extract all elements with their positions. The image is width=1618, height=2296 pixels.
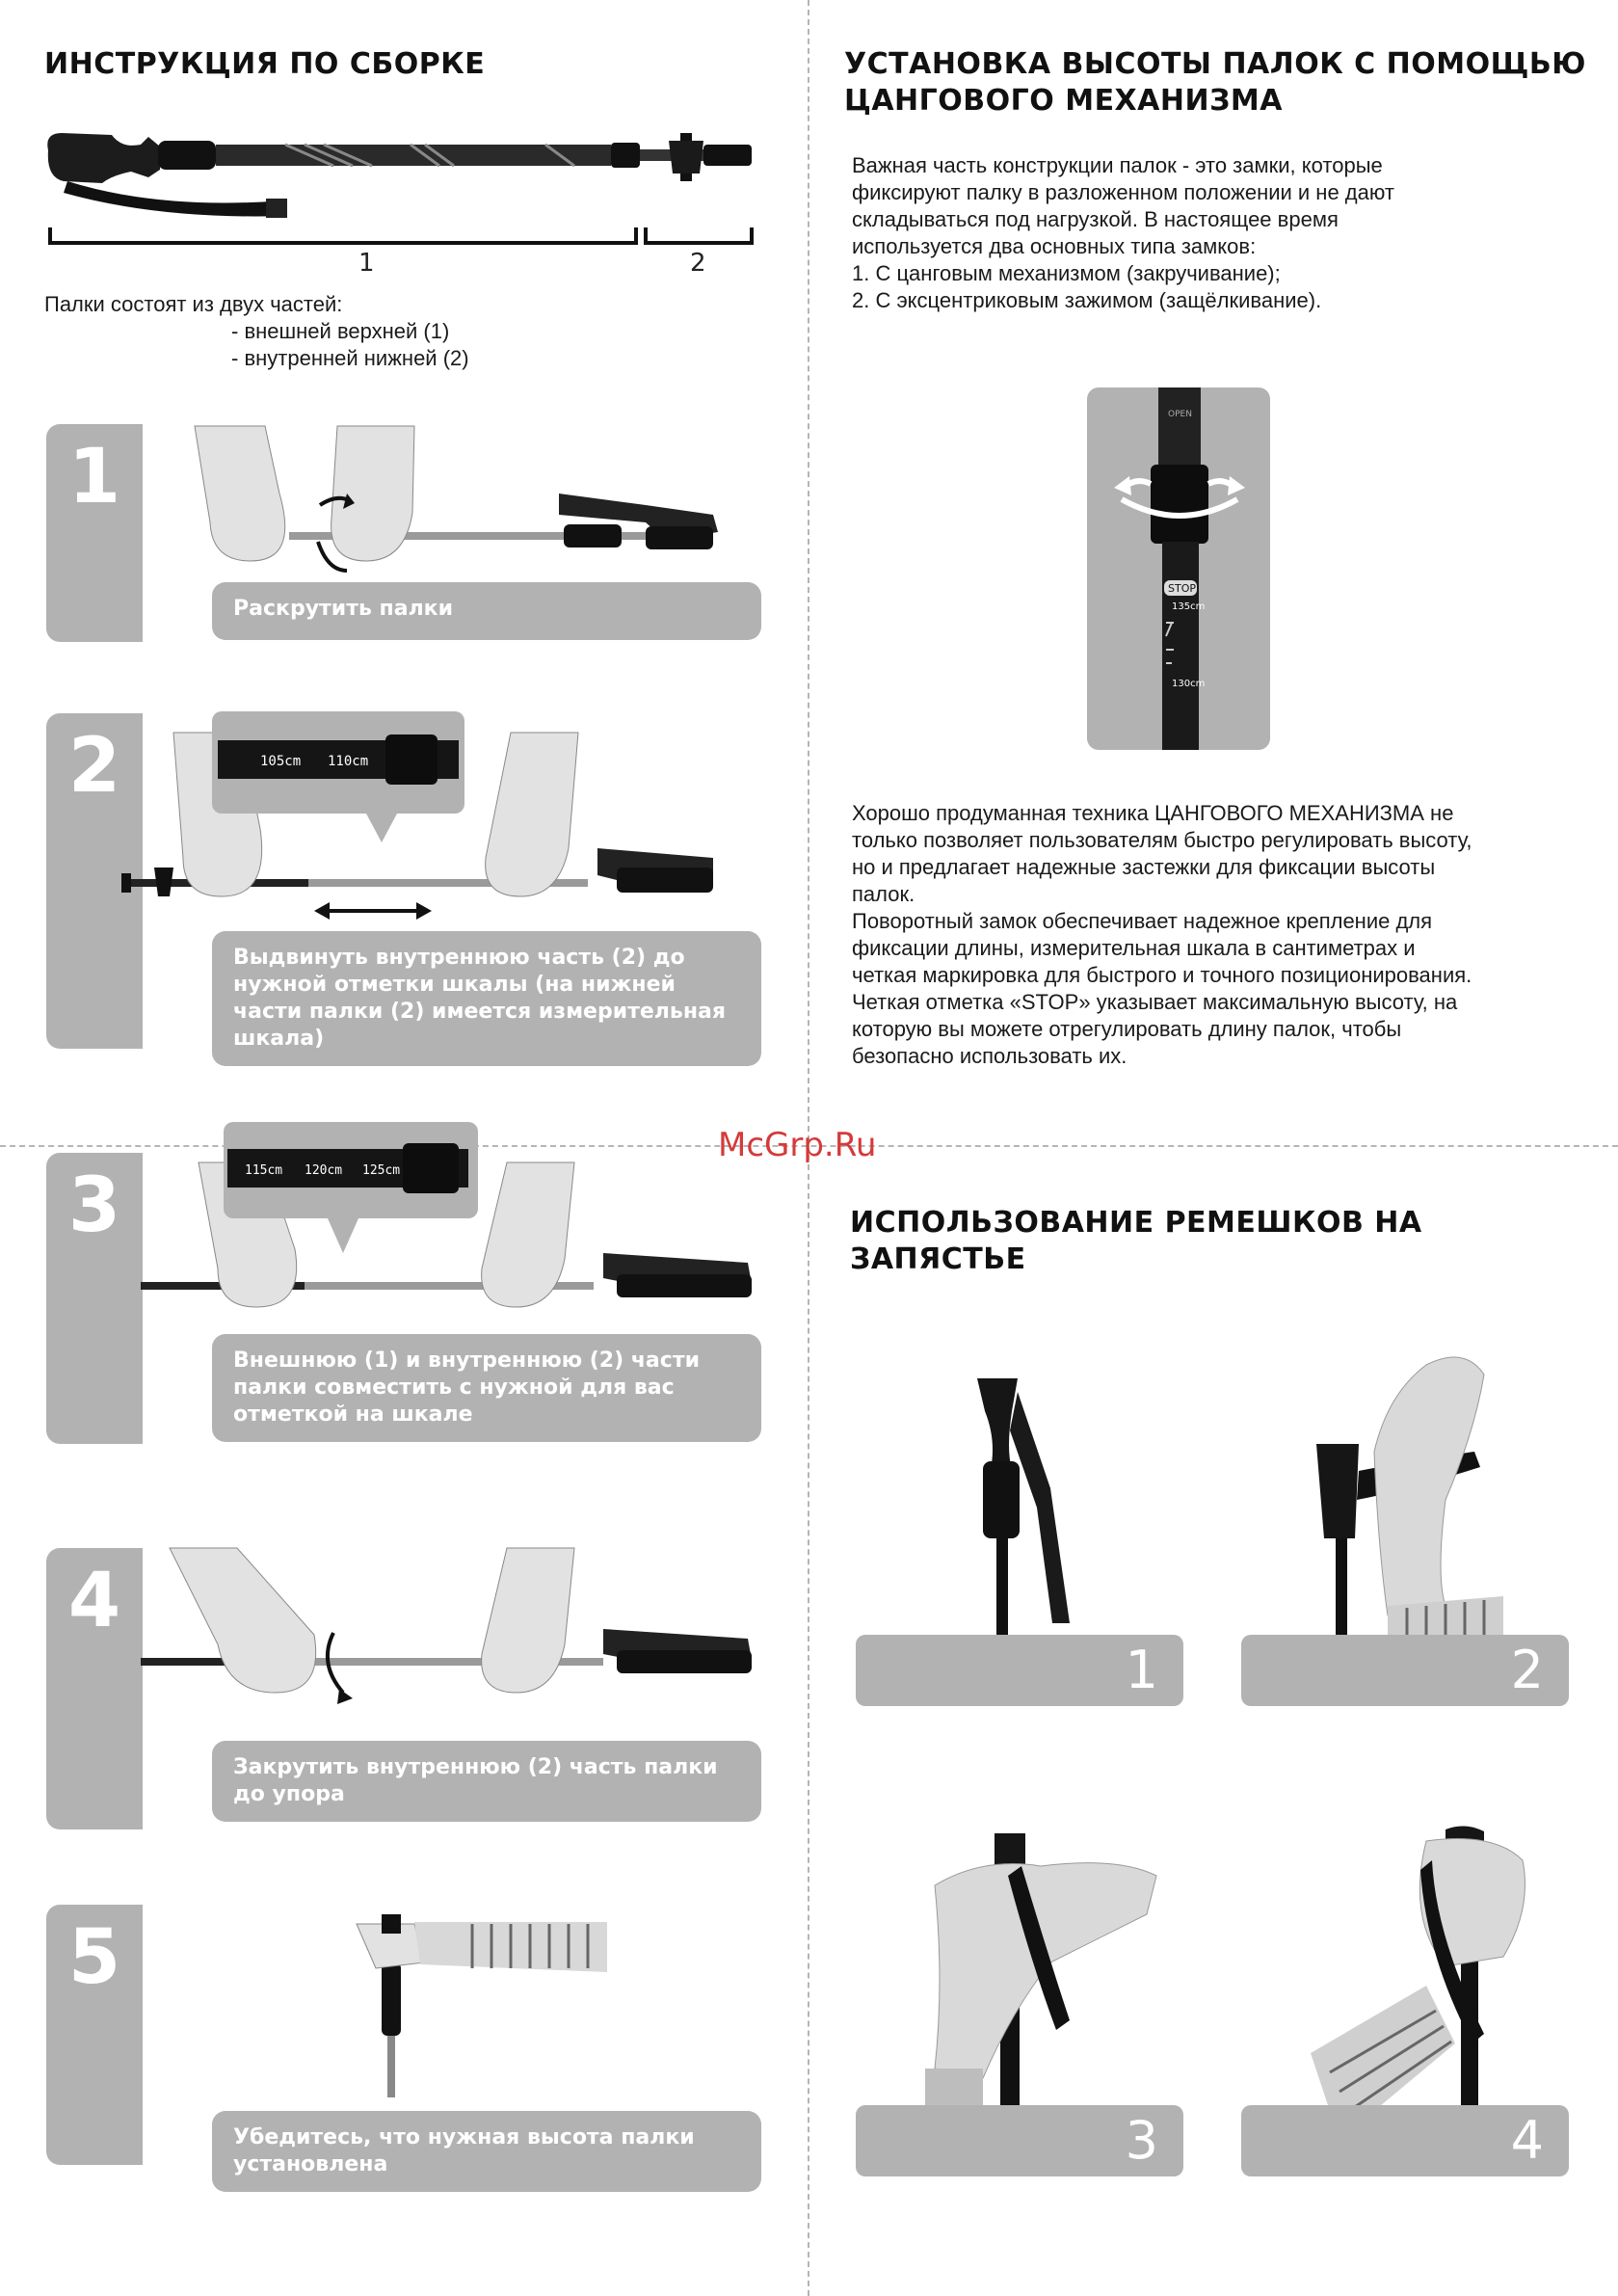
step-5-illustration — [347, 1905, 617, 2097]
collet-title: УСТАНОВКА ВЫСОТЫ ПАЛОК С ПОМОЩЬЮ ЦАНГОВОГО МЕХАНИЗМА — [844, 47, 1586, 118]
assembly-title: ИНСТРУКЦИЯ ПО СБОРКЕ — [44, 47, 486, 81]
strap-step-4-label — [1241, 2105, 1569, 2176]
strap-step-1-number: 1 — [1125, 1640, 1158, 1700]
parts-intro: Палки состоят из двух частей: — [44, 292, 343, 316]
step-3-zoom-box — [224, 1122, 478, 1218]
strap-step-3-label — [856, 2105, 1183, 2176]
scale-mark-125: 125cm — [362, 1163, 401, 1178]
collet-title-block — [844, 46, 1586, 120]
step-1-number: 1 — [67, 434, 121, 521]
step-3-number: 3 — [67, 1162, 121, 1249]
pole-part-1-label: 1 — [358, 249, 375, 278]
mark-135: 135cm — [1172, 601, 1206, 612]
strap-step-2-label — [1241, 1635, 1569, 1706]
step-1-tab — [46, 424, 143, 642]
scale-mark-110: 110cm — [328, 754, 369, 769]
step-5-tab — [46, 1905, 143, 2165]
scale-mark-115: 115cm — [245, 1163, 283, 1178]
strap-step-1-label — [856, 1635, 1183, 1706]
strap-step-2-number: 2 — [1510, 1640, 1544, 1700]
step-4-caption: Закрутить внутреннюю (2) часть палки до упора — [212, 1741, 761, 1822]
mark-130: 130cm — [1172, 679, 1206, 689]
step-3-tab — [46, 1153, 143, 1444]
step-2-caption: Выдвинуть внутреннюю часть (2) до нужной отметки шкалы (на нижней части палки (2) имеется измерительная шкала) — [212, 931, 761, 1066]
scale-mark-105: 105cm — [260, 754, 302, 769]
step-5-number: 5 — [67, 1914, 121, 2001]
step-2-number: 2 — [67, 723, 121, 810]
part-upper: - внешней верхней (1) — [231, 319, 450, 343]
scale-mark-120: 120cm — [305, 1163, 343, 1178]
locks-intro: Важная часть конструкции палок - это замки, которые фиксируют палку в разложенном положении и не дают складываться под нагрузкой. В настоящее время используется два основных типа замков: 1. С цанговым механизмом (закручивание); 2. С эксцентриковым зажимом (защёлкивание). — [852, 153, 1394, 312]
step-2-zoom-box — [212, 711, 464, 814]
step-4-number: 4 — [67, 1558, 121, 1644]
step-4-illustration — [141, 1548, 761, 1712]
strap-step-3-number: 3 — [1125, 2110, 1158, 2171]
collet-description: Хорошо продуманная техника ЦАНГОВОГО МЕХАНИЗМА не только позволяет пользователям быстро регулировать высоту, но и предлагает надежные застежки для фиксации высоты палок. Поворотный замок обеспечивает надежное крепление для фиксации длины, измерительная шкала в сантиметрах и четкая маркировка для быстрого и точного позиционирования. Четкая отметка «STOP» указывает максимальную высоту, на которую вы можете отрегулировать длину палок, чтобы безопасно использовать их. — [852, 801, 1472, 1068]
step-3-caption: Внешнюю (1) и внутреннюю (2) части палки совместить с нужной для вас отметкой на шкале — [212, 1334, 761, 1442]
step-1-caption: Раскрутить палки — [212, 582, 761, 640]
straps-title: ИСПОЛЬЗОВАНИЕ РЕМЕШКОВ НА ЗАПЯСТЬЕ — [850, 1206, 1422, 1276]
pole-diagram — [44, 123, 762, 278]
step-1-illustration — [193, 426, 761, 580]
stop-mark: STOP — [1168, 582, 1196, 595]
strap-2-illustration — [1282, 1355, 1503, 1683]
strap-step-4-number: 4 — [1510, 2110, 1544, 2171]
pole-part-2-label: 2 — [690, 249, 706, 278]
step-4-tab — [46, 1548, 143, 1829]
step-5-caption: Убедитесь, что нужная высота палки установлена — [212, 2111, 761, 2192]
collet-pole-image — [1087, 387, 1270, 750]
part-lower: - внутренней нижней (2) — [231, 346, 469, 370]
open-mark: OPEN — [1168, 410, 1192, 419]
straps-title-block — [850, 1205, 1428, 1278]
watermark: McGrp.Ru — [718, 1126, 877, 1164]
